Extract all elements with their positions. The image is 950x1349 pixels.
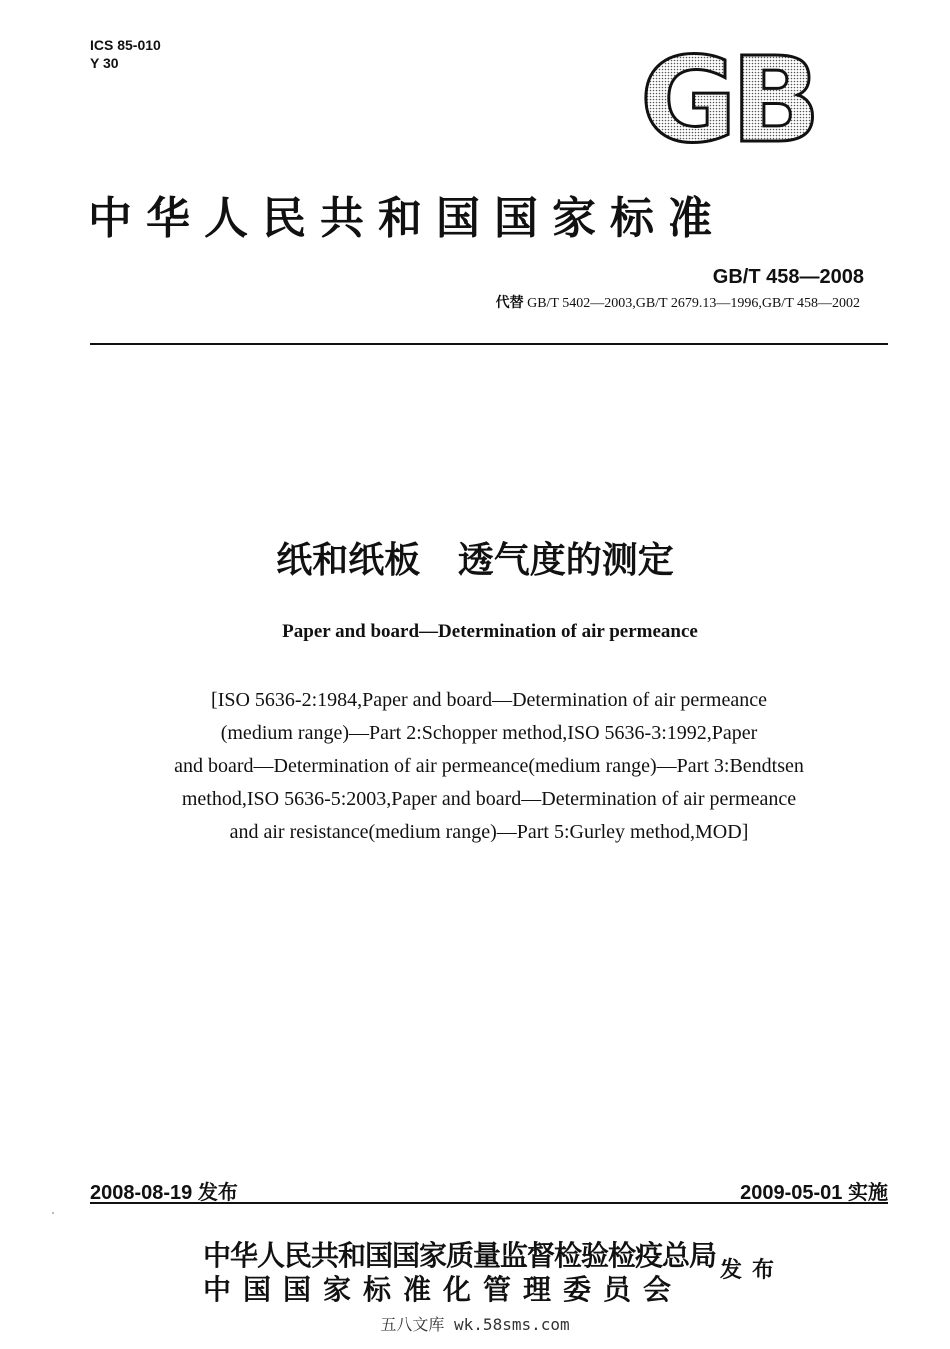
issuer-sac: 中国国家标准化管理委员会 bbox=[203, 1273, 684, 1306]
ccs-code: Y 30 bbox=[90, 55, 119, 71]
title-english: Paper and board—Determination of air permeance bbox=[282, 621, 698, 642]
publication-date-label: 发布 bbox=[197, 1180, 238, 1204]
iso-reference-line: [ISO 5636-2:1984,Paper and board—Determination of air permeance bbox=[211, 689, 767, 711]
scan-speck bbox=[52, 1212, 54, 1214]
replaced-standards: GB/T 5402—2003,GB/T 2679.13—1996,GB/T 458—2002 bbox=[527, 296, 860, 311]
iso-reference-line: and air resistance(medium range)—Part 5:Gurley method,MOD] bbox=[229, 821, 749, 843]
standard-number: GB/T 458—2008 bbox=[712, 266, 864, 288]
national-standard-heading: 中华人民共和国国家标准 bbox=[88, 193, 726, 244]
publication-date-value: 2008-08-19 bbox=[90, 1182, 193, 1204]
replaces-label: 代替 bbox=[495, 295, 524, 311]
classification-codes bbox=[90, 36, 161, 72]
gb-logo-lettering: GB bbox=[640, 50, 815, 146]
header-divider bbox=[90, 343, 888, 345]
iso-reference-line: method,ISO 5636-5:2003,Paper and board—Determination of air permeance bbox=[181, 788, 797, 810]
issuer-aqsiq: 中华人民共和国国家质量监督检验检疫总局 bbox=[203, 1239, 717, 1272]
replaces-line bbox=[496, 292, 860, 312]
iso-reference bbox=[90, 684, 888, 849]
iso-reference-line: (medium range)—Part 2:Schopper method,ISO 5636-3:1992,Paper bbox=[220, 722, 758, 744]
footer-divider bbox=[90, 1202, 888, 1204]
gb-logo bbox=[640, 50, 832, 146]
watermark-url[interactable]: wk.58sms.com bbox=[454, 1315, 570, 1334]
implementation-date bbox=[740, 1176, 888, 1205]
iso-reference-line: and board—Determination of air permeance(medium range)—Part 3:Bendtsen bbox=[174, 755, 804, 777]
issue-label: 发布 bbox=[720, 1258, 785, 1283]
publication-date bbox=[90, 1176, 238, 1205]
title-chinese: 纸和纸板 透气度的测定 bbox=[276, 540, 674, 581]
implementation-date-value: 2009-05-01 bbox=[740, 1182, 843, 1204]
watermark bbox=[0, 1312, 950, 1335]
implementation-date-label: 实施 bbox=[848, 1180, 888, 1204]
ics-code: ICS 85-010 bbox=[90, 37, 161, 53]
watermark-site-name: 五八文库 bbox=[380, 1315, 445, 1334]
